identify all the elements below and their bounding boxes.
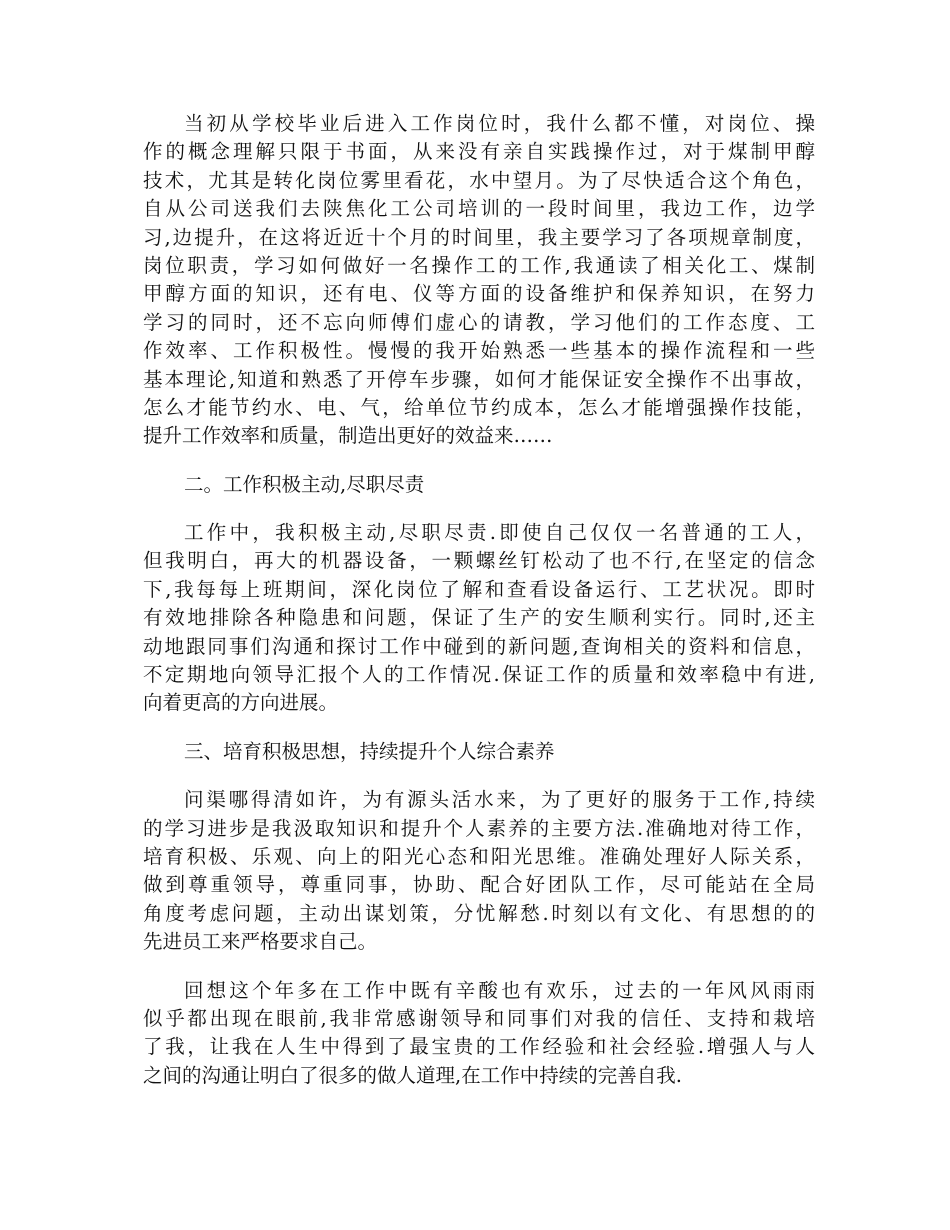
text-line: 但我明白，再大的机器设备，一颗螺丝钉松动了也不行,在坚定的信念: [143, 549, 815, 573]
paragraph-intro: [143, 110, 815, 451]
text-line: 不定期地向领导汇报个人的工作情况.保证工作的质量和效率稳中有进,: [143, 663, 815, 687]
text-line: 自从公司送我们去陕焦化工公司培训的一段时间里，我边工作，边学: [143, 197, 815, 221]
text-line: 提升工作效率和质量，制造出更好的效益来……: [143, 424, 553, 448]
text-line: 的学习进步是我汲取知识和提升个人素养的主要方法.准确地对待工作，: [143, 816, 815, 840]
text-line: 技术，尤其是转化岗位雾里看花，水中望月。为了尽快适合这个角色，: [143, 168, 815, 192]
paragraph-gap: [143, 451, 815, 471]
text-line: 培育积极、乐观、向上的阳光心态和阳光思维。准确处理好人际关系，: [143, 844, 815, 868]
text-line: 动地跟同事们沟通和探讨工作中碰到的新问题,查询相关的资料和信息，: [143, 634, 815, 658]
text-line: 岗位职责，学习如何做好一名操作工的工作,我通读了相关化工、煤制: [143, 253, 815, 277]
text-line: 作的概念理解只限于书面，从来没有亲自实践操作过，对于煤制甲醇: [143, 140, 815, 164]
heading-text: 二。工作积极主动,尽职尽责: [184, 472, 425, 496]
text-line: 工作中，我积极主动,尽职尽责.即使自己仅仅一名普通的工人，: [184, 521, 815, 545]
text-line: 习,边提升，在这将近近十个月的时间里，我主要学习了各项规章制度，: [143, 225, 815, 249]
text-line: 角度考虑问题，主动出谋划策，分忧解愁.时刻以有文化、有思想的的: [143, 901, 815, 925]
text-line: 了我，让我在人生中得到了最宝贵的工作经验和社会经验.增强人与人: [143, 1035, 815, 1059]
text-line: 似乎都出现在眼前,我非常感谢领导和同事们对我的信任、支持和栽培: [143, 1006, 815, 1030]
text-line: 当初从学校毕业后进入工作岗位时，我什么都不懂，对岗位、操: [184, 112, 815, 135]
paragraph-gap: [143, 766, 815, 786]
text-line: 之间的沟通让明白了很多的做人道理,在工作中持续的完善自我.: [143, 1063, 682, 1087]
paragraph-gap: [143, 718, 815, 738]
section-heading-2: [143, 471, 815, 499]
text-line: 下,我每每上班期间，深化岗位了解和查看设备运行、工艺状况。即时: [143, 577, 815, 601]
text-line: 作效率、工作积极性。慢慢的我开始熟悉一些基本的操作流程和一些: [143, 339, 815, 363]
text-line: 甲醇方面的知识，还有电、仪等方面的设备维护和保养知识，在努力: [143, 282, 815, 306]
text-line: 回想这个年多在工作中既有辛酸也有欢乐，过去的一年风风雨雨: [184, 978, 815, 1002]
text-line: 问渠哪得清如许，为有源头活水来，为了更好的服务于工作,持续: [184, 788, 815, 812]
paragraph-conclusion: [143, 977, 815, 1091]
text-line: 向着更高的方向进展。: [143, 691, 339, 715]
paragraph-section-3: [143, 786, 815, 956]
section-heading-3: [143, 738, 815, 766]
heading-text: 三、培育积极思想，持续提升个人综合素养: [184, 739, 555, 763]
text-line: 先进员工来严格要求自己。: [143, 930, 378, 954]
text-line: 学习的同时，还不忘向师傅们虚心的请教，学习他们的工作态度、工: [143, 310, 815, 334]
text-line: 做到尊重领导，尊重同事，协助、配合好团队工作，尽可能站在全局: [143, 873, 815, 897]
paragraph-gap: [143, 957, 815, 977]
text-line: 有效地排除各种隐患和问题，保证了生产的安生顺利实行。同时,还主: [143, 606, 815, 630]
text-line: 基本理论,知道和熟悉了开停车步骤，如何才能保证安全操作不出事故，: [143, 367, 815, 391]
document-page: [143, 110, 815, 1090]
paragraph-gap: [143, 499, 815, 519]
paragraph-section-2: [143, 519, 815, 718]
text-line: 怎么才能节约水、电、气，给单位节约成本，怎么才能增强操作技能，: [143, 395, 815, 419]
